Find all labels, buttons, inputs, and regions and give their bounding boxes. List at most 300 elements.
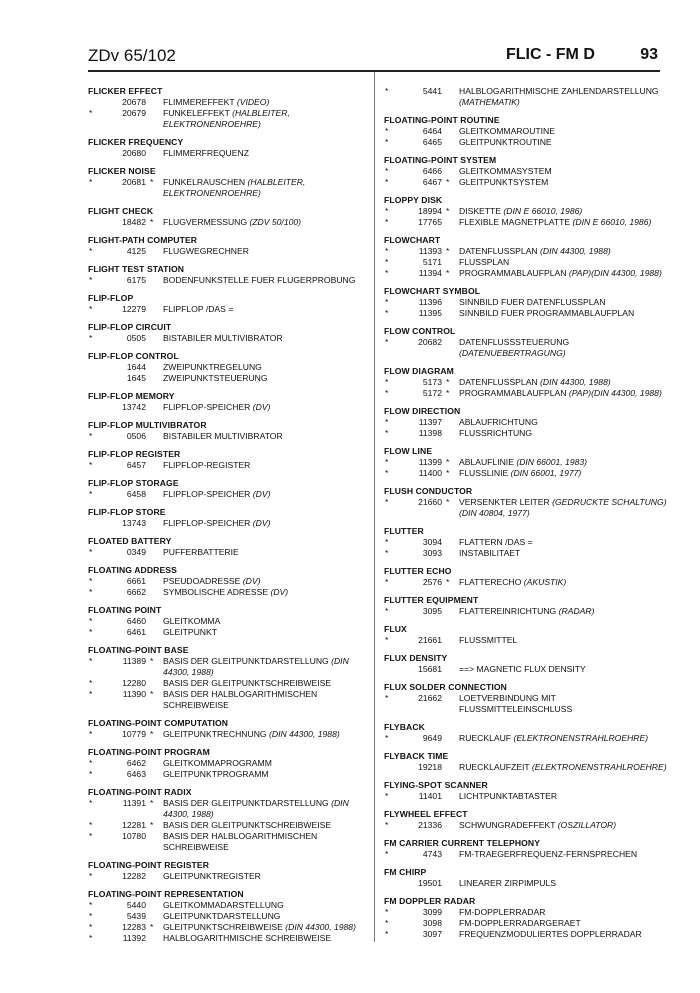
asterisk-marker: * xyxy=(89,275,93,285)
asterisk-marker: * xyxy=(89,820,93,830)
translation-line xyxy=(384,337,669,359)
entry-term: FLOW DIAGRAM xyxy=(384,366,454,376)
entry-term: FLICKER NOISE xyxy=(88,166,156,176)
dictionary-entry xyxy=(88,206,368,228)
translation-line xyxy=(384,268,669,279)
translation-line xyxy=(384,791,669,802)
translation-line xyxy=(88,217,368,228)
translation-line xyxy=(384,457,669,468)
entry-number: 5441 xyxy=(422,86,442,96)
dictionary-entry xyxy=(88,86,368,130)
entry-number: 13743 xyxy=(122,518,146,528)
entry-term: FLIP-FLOP STORE xyxy=(88,507,166,517)
entry-term: FLOATING-POINT ROUTINE xyxy=(384,115,500,125)
entry-number: 20678 xyxy=(122,97,146,107)
entry-term: FLOWCHART SYMBOL xyxy=(384,286,481,296)
asterisk-marker: * xyxy=(385,388,389,398)
translation-text: ZWEIPUNKTSTEUERUNG xyxy=(163,373,268,383)
dictionary-entry xyxy=(88,507,368,529)
asterisk-marker: * xyxy=(89,798,93,808)
asterisk-marker: * xyxy=(150,798,154,808)
usage-note: (PAP)(DIN 44300, 1988) xyxy=(568,388,662,398)
dictionary-entry xyxy=(384,195,669,228)
translation-text: PUFFERBATTERIE xyxy=(163,547,239,557)
translation-line xyxy=(384,468,669,479)
translation-text: FUNKELEFFEKT (HALBLEITER, ELEKTRONENROEHRE) xyxy=(163,108,290,129)
dictionary-entry xyxy=(88,605,368,638)
page-range-title: FLIC - FM D xyxy=(506,46,595,63)
usage-note: (MATHEMATIK) xyxy=(459,97,520,107)
entry-term: FLYING-SPOT SCANNER xyxy=(384,780,488,790)
translation-line xyxy=(384,137,669,148)
translation-text: PROGRAMMABLAUFPLAN (PAP)(DIN 44300, 1988) xyxy=(459,388,662,398)
entry-number: 19218 xyxy=(418,762,442,772)
entry-term: FLIP-FLOP xyxy=(88,293,134,303)
entry-number: 1645 xyxy=(126,373,146,383)
usage-note: (DIN 44300, 1988) xyxy=(269,729,340,739)
entry-number: 11401 xyxy=(418,791,442,801)
entry-number: 6464 xyxy=(422,126,442,136)
asterisk-marker: * xyxy=(89,333,93,343)
asterisk-marker: * xyxy=(385,733,389,743)
asterisk-marker: * xyxy=(89,489,93,499)
entry-number: 21660 xyxy=(418,497,442,507)
asterisk-marker: * xyxy=(89,576,93,586)
translation-line xyxy=(384,849,669,860)
entry-number: 12282 xyxy=(122,871,146,881)
translation-line xyxy=(384,664,669,675)
asterisk-marker: * xyxy=(89,656,93,666)
entry-term: FLOW DIRECTION xyxy=(384,406,461,416)
entry-number: 3095 xyxy=(422,606,442,616)
asterisk-marker: * xyxy=(385,907,389,917)
entry-term: FLOPPY DISK xyxy=(384,195,443,205)
usage-note: (PAP)(DIN 44300, 1988) xyxy=(568,268,662,278)
translation-text: LICHTPUNKTABTASTER xyxy=(459,791,558,801)
translation-text: FLIPFLOP-SPEICHER (DV) xyxy=(163,518,271,528)
entry-term: FLOATING-POINT BASE xyxy=(88,645,189,655)
entry-number: 3094 xyxy=(422,537,442,547)
entry-term: FLYWHEEL EFFECT xyxy=(384,809,468,819)
translation-line xyxy=(88,148,368,159)
page-number: 93 xyxy=(640,46,658,63)
entry-term: FLIP-FLOP MEMORY xyxy=(88,391,175,401)
usage-note: (DIN E 66010, 1986) xyxy=(572,217,652,227)
dictionary-entry xyxy=(384,751,669,773)
asterisk-marker: * xyxy=(89,871,93,881)
dictionary-entry xyxy=(88,718,368,740)
asterisk-marker: * xyxy=(385,820,389,830)
translation-text: FM-DOPPLERRADARGERAET xyxy=(459,918,581,928)
dictionary-entry xyxy=(384,486,669,519)
asterisk-marker: * xyxy=(385,929,389,939)
translation-line xyxy=(384,177,669,188)
asterisk-marker: * xyxy=(385,537,389,547)
translation-line xyxy=(88,108,368,130)
usage-note: (DIN 44300, 1988) xyxy=(540,377,611,387)
entry-number: 6661 xyxy=(126,576,146,586)
entry-term: FLOATING-POINT COMPUTATION xyxy=(88,718,229,728)
translation-text: DATENFLUSSPLAN (DIN 44300, 1988) xyxy=(459,246,611,256)
translation-text: FLEXIBLE MAGNETPLATTE (DIN E 66010, 1986) xyxy=(459,217,652,227)
dictionary-entry xyxy=(88,264,368,286)
usage-note: (VIDEO) xyxy=(236,97,270,107)
translation-line xyxy=(384,86,669,108)
asterisk-marker: * xyxy=(89,627,93,637)
entry-term: FLUX SOLDER CONNECTION xyxy=(384,682,507,692)
usage-note: (OSZILLATOR) xyxy=(557,820,617,830)
dictionary-entry xyxy=(88,166,368,199)
translation-text: FLUSSLINIE (DIN 66001, 1977) xyxy=(459,468,582,478)
asterisk-marker: * xyxy=(150,820,154,830)
translation-line xyxy=(88,900,368,911)
asterisk-marker: * xyxy=(89,831,93,841)
translation-text: BODENFUNKSTELLE FUER FLUGERPROBUNG xyxy=(163,275,356,285)
dictionary-entry xyxy=(384,326,669,359)
asterisk-marker: * xyxy=(89,933,93,943)
asterisk-marker: * xyxy=(446,388,450,398)
translation-text: FLIMMERFREQUENZ xyxy=(163,148,249,158)
entry-term: FM DOPPLER RADAR xyxy=(384,896,476,906)
usage-note: (AKUSTIK) xyxy=(523,577,567,587)
asterisk-marker: * xyxy=(385,308,389,318)
entry-number: 20682 xyxy=(418,337,442,347)
asterisk-marker: * xyxy=(446,268,450,278)
asterisk-marker: * xyxy=(446,497,450,507)
dictionary-entry xyxy=(384,526,669,559)
entry-number: 5171 xyxy=(422,257,442,267)
asterisk-marker: * xyxy=(385,606,389,616)
dictionary-entry xyxy=(88,420,368,442)
dictionary-entry xyxy=(88,449,368,471)
entry-number: 3097 xyxy=(422,929,442,939)
translation-text: FLIPFLOP-SPEICHER (DV) xyxy=(163,489,271,499)
translation-line xyxy=(384,548,669,559)
translation-line xyxy=(384,297,669,308)
translation-line xyxy=(88,362,368,373)
translation-text: GLEITKOMMAPROGRAMM xyxy=(163,758,272,768)
dictionary-entry xyxy=(384,155,669,188)
translation-line xyxy=(384,929,669,940)
asterisk-marker: * xyxy=(385,468,389,478)
usage-note: (HALBLEITER, ELEKTRONENROEHRE) xyxy=(163,177,306,198)
entry-term: FLOATING ADDRESS xyxy=(88,565,177,575)
translation-line xyxy=(88,656,368,678)
entry-number: 6460 xyxy=(126,616,146,626)
translation-text: GLEITPUNKTSYSTEM xyxy=(459,177,549,187)
entry-term: FLUX DENSITY xyxy=(384,653,448,663)
translation-line xyxy=(88,460,368,471)
translation-text: RUECKLAUF (ELEKTRONENSTRAHLROEHRE) xyxy=(459,733,649,743)
translation-text: GLEITPUNKTRECHNUNG (DIN 44300, 1988) xyxy=(163,729,340,739)
asterisk-marker: * xyxy=(385,849,389,859)
usage-note: (DIN 44300, 1988) xyxy=(163,798,349,819)
entry-term: FLOATING-POINT REGISTER xyxy=(88,860,210,870)
entry-number: 20679 xyxy=(122,108,146,118)
translation-line xyxy=(88,729,368,740)
entry-number: 11398 xyxy=(418,428,442,438)
translation-line xyxy=(88,518,368,529)
translation-line xyxy=(384,497,669,519)
entry-number: 11399 xyxy=(418,457,442,467)
asterisk-marker: * xyxy=(385,257,389,267)
dictionary-entry xyxy=(88,536,368,558)
entry-number: 11394 xyxy=(418,268,442,278)
usage-note: (ELEKTRONENSTRAHLROEHRE) xyxy=(513,733,649,743)
asterisk-marker: * xyxy=(446,246,450,256)
usage-note: (DV) xyxy=(252,518,271,528)
entry-term: FLIP-FLOP CONTROL xyxy=(88,351,179,361)
dictionary-entry xyxy=(384,896,669,940)
entry-term: FLOW CONTROL xyxy=(384,326,456,336)
asterisk-marker: * xyxy=(385,166,389,176)
translation-text: FM-TRAEGERFREQUENZ-FERNSPRECHEN xyxy=(459,849,638,859)
asterisk-marker: * xyxy=(89,616,93,626)
asterisk-marker: * xyxy=(89,304,93,314)
entry-number: 3093 xyxy=(422,548,442,558)
translation-line xyxy=(384,537,669,548)
left-column xyxy=(88,86,368,951)
entry-term: FLIP-FLOP CIRCUIT xyxy=(88,322,172,332)
asterisk-marker: * xyxy=(446,177,450,187)
translation-line xyxy=(384,308,669,319)
asterisk-marker: * xyxy=(89,922,93,932)
translation-line xyxy=(88,911,368,922)
entry-number: 18482 xyxy=(122,217,146,227)
entry-term: FLIP-FLOP STORAGE xyxy=(88,478,179,488)
asterisk-marker: * xyxy=(385,126,389,136)
dictionary-entry xyxy=(384,446,669,479)
usage-note: (DIN 44300, 1988) xyxy=(163,656,349,677)
dictionary-entry xyxy=(384,682,669,715)
entry-number: 0505 xyxy=(126,333,146,343)
dictionary-entry xyxy=(384,653,669,675)
entry-number: 11395 xyxy=(418,308,442,318)
entry-number: 21661 xyxy=(418,635,442,645)
asterisk-marker: * xyxy=(89,460,93,470)
translation-line xyxy=(88,97,368,108)
asterisk-marker: * xyxy=(89,108,93,118)
entry-term: FLOATING-POINT SYSTEM xyxy=(384,155,497,165)
translation-text: ABLAUFLINIE (DIN 66001, 1983) xyxy=(459,457,588,467)
translation-line xyxy=(384,377,669,388)
entry-number: 3098 xyxy=(422,918,442,928)
usage-note: (DIN 66001, 1977) xyxy=(510,468,582,478)
asterisk-marker: * xyxy=(385,217,389,227)
dictionary-entry xyxy=(384,780,669,802)
translation-text: RUECKLAUFZEIT (ELEKTRONENSTRAHLROEHRE) xyxy=(459,762,667,772)
entry-number: 6463 xyxy=(126,769,146,779)
usage-note: (ELEKTRONENSTRAHLROEHRE) xyxy=(531,762,667,772)
dictionary-entry xyxy=(384,624,669,646)
translation-text: LOETVERBINDUNG MIT FLUSSMITTELEINSCHLUSS xyxy=(459,693,573,714)
dictionary-entry xyxy=(88,391,368,413)
translation-line xyxy=(88,758,368,769)
entry-term: FLICKER FREQUENCY xyxy=(88,137,184,147)
usage-note: (DV) xyxy=(242,576,261,586)
asterisk-marker: * xyxy=(385,268,389,278)
entry-number: 9649 xyxy=(422,733,442,743)
entry-number: 11391 xyxy=(122,798,146,808)
dictionary-entry xyxy=(384,838,669,860)
translation-text: FLUGWEGRECHNER xyxy=(163,246,249,256)
asterisk-marker: * xyxy=(385,297,389,307)
translation-line xyxy=(384,907,669,918)
entry-term: FLUTTER EQUIPMENT xyxy=(384,595,479,605)
entry-number: 6662 xyxy=(126,587,146,597)
entry-term: FLUSH CONDUCTOR xyxy=(384,486,473,496)
asterisk-marker: * xyxy=(385,177,389,187)
usage-note: (HALBLEITER, ELEKTRONENROEHRE) xyxy=(163,108,290,129)
asterisk-marker: * xyxy=(89,587,93,597)
translation-line xyxy=(88,798,368,820)
entry-term: FLOW LINE xyxy=(384,446,433,456)
dictionary-entry xyxy=(88,787,368,853)
entry-number: 5440 xyxy=(126,900,146,910)
translation-text: FREQUENZMODULIERTES DOPPLERRADAR xyxy=(459,929,642,939)
translation-text: FM-DOPPLERRADAR xyxy=(459,907,546,917)
translation-text: GLEITPUNKTDARSTELLUNG xyxy=(163,911,281,921)
translation-line xyxy=(384,206,669,217)
translation-text: BASIS DER GLEITPUNKTDARSTELLUNG (DIN 44300, 1988) xyxy=(163,798,349,819)
translation-text: FLIMMEREFFEKT (VIDEO) xyxy=(163,97,270,107)
translation-text: ABLAUFRICHTUNG xyxy=(459,417,538,427)
asterisk-marker: * xyxy=(89,758,93,768)
translation-line xyxy=(88,275,368,286)
entry-term: FLYBACK xyxy=(384,722,425,732)
translation-text: PSEUDOADRESSE (DV) xyxy=(163,576,261,586)
translation-text: BASIS DER GLEITPUNKTSCHREIBWEISE xyxy=(163,820,332,830)
usage-note: (DIN 44300, 1988) xyxy=(285,922,356,932)
translation-text: GLEITPUNKT xyxy=(163,627,217,637)
asterisk-marker: * xyxy=(150,922,154,932)
dictionary-entry xyxy=(88,565,368,598)
translation-text: FLIPFLOP /DAS = xyxy=(163,304,234,314)
entry-number: 20680 xyxy=(122,148,146,158)
entry-number: 6458 xyxy=(126,489,146,499)
page-header xyxy=(88,46,658,70)
translation-text: INSTABILITAET xyxy=(459,548,521,558)
entry-term: FLIP-FLOP REGISTER xyxy=(88,449,181,459)
translation-line xyxy=(88,831,368,853)
entry-number: 6175 xyxy=(126,275,146,285)
translation-line xyxy=(88,587,368,598)
translation-line xyxy=(88,871,368,882)
dictionary-entry xyxy=(88,235,368,257)
asterisk-marker: * xyxy=(385,428,389,438)
right-column xyxy=(384,86,669,947)
entry-number: 19501 xyxy=(418,878,442,888)
translation-line xyxy=(384,166,669,177)
entry-term: FLOWCHART xyxy=(384,235,441,245)
usage-note: (DATENUEBERTRAGUNG) xyxy=(459,348,566,358)
entry-number: 11393 xyxy=(418,246,442,256)
translation-text: VERSENKTER LEITER (GEDRUCKTE SCHALTUNG) (DIN 40804, 1977) xyxy=(459,497,667,518)
asterisk-marker: * xyxy=(385,417,389,427)
entry-number: 11392 xyxy=(122,933,146,943)
asterisk-marker: * xyxy=(385,377,389,387)
asterisk-marker: * xyxy=(89,900,93,910)
dictionary-entry xyxy=(88,478,368,500)
translation-line xyxy=(384,577,669,588)
translation-text: LINEARER ZIRPIMPULS xyxy=(459,878,556,888)
asterisk-marker: * xyxy=(89,911,93,921)
asterisk-marker: * xyxy=(89,769,93,779)
translation-line xyxy=(88,489,368,500)
translation-text: HALBLOGARITHMISCHE SCHREIBWEISE xyxy=(163,933,332,943)
asterisk-marker: * xyxy=(150,729,154,739)
translation-text: SCHWUNGRADEFFEKT (OSZILLATOR) xyxy=(459,820,617,830)
dictionary-entry xyxy=(384,115,669,148)
entry-term: FLUTTER xyxy=(384,526,424,536)
asterisk-marker: * xyxy=(385,206,389,216)
translation-text: FLUGVERMESSUNG (ZDV 50/100) xyxy=(163,217,302,227)
translation-text: HALBLOGARITHMISCHE ZAHLENDARSTELLUNG (MATHEMATIK) xyxy=(459,86,659,107)
translation-line xyxy=(88,547,368,558)
translation-text: GLEITPUNKTREGISTER xyxy=(163,871,261,881)
entry-number: 11390 xyxy=(122,689,146,699)
entry-number: 6467 xyxy=(422,177,442,187)
asterisk-marker: * xyxy=(89,678,93,688)
translation-line xyxy=(88,333,368,344)
usage-note: (GEDRUCKTE SCHALTUNG) (DIN 40804, 1977) xyxy=(459,497,667,518)
entry-number: 20681 xyxy=(122,177,146,187)
asterisk-marker: * xyxy=(385,457,389,467)
entry-number: 18994 xyxy=(418,206,442,216)
translation-line xyxy=(384,762,669,773)
translation-text: BASIS DER GLEITPUNKTSCHREIBWEISE xyxy=(163,678,332,688)
entry-number: 5439 xyxy=(126,911,146,921)
translation-text: FLIPFLOP-REGISTER xyxy=(163,460,251,470)
entry-number: 5172 xyxy=(422,388,442,398)
translation-line xyxy=(384,733,669,744)
translation-line xyxy=(384,878,669,889)
entry-term: FLOATING-POINT RADIX xyxy=(88,787,192,797)
entry-number: 2576 xyxy=(422,577,442,587)
dictionary-entry xyxy=(384,722,669,744)
asterisk-marker: * xyxy=(89,547,93,557)
entry-term: FLOATING-POINT PROGRAM xyxy=(88,747,210,757)
column-divider xyxy=(374,72,375,942)
asterisk-marker: * xyxy=(89,246,93,256)
asterisk-marker: * xyxy=(446,577,450,587)
dictionary-entry xyxy=(88,137,368,159)
entry-number: 4743 xyxy=(422,849,442,859)
translation-text: FUNKELRAUSCHEN (HALBLEITER, ELEKTRONENROEHRE) xyxy=(163,177,306,198)
entry-number: 12280 xyxy=(122,678,146,688)
asterisk-marker: * xyxy=(89,431,93,441)
asterisk-marker: * xyxy=(150,177,154,187)
dictionary-entry xyxy=(384,809,669,831)
asterisk-marker: * xyxy=(446,377,450,387)
entry-number: 0506 xyxy=(126,431,146,441)
translation-line xyxy=(384,257,669,268)
entry-term: FLUTTER ECHO xyxy=(384,566,452,576)
asterisk-marker: * xyxy=(385,137,389,147)
entry-number: 12281 xyxy=(122,820,146,830)
translation-text: ==> MAGNETIC FLUX DENSITY xyxy=(459,664,586,674)
translation-text: GLEITPUNKTROUTINE xyxy=(459,137,552,147)
dictionary-entry xyxy=(88,322,368,344)
entry-number: 12283 xyxy=(122,922,146,932)
dictionary-entry xyxy=(384,566,669,588)
translation-text: DATENFLUSSPLAN (DIN 44300, 1988) xyxy=(459,377,611,387)
translation-text: PROGRAMMABLAUFPLAN (PAP)(DIN 44300, 1988) xyxy=(459,268,662,278)
translation-text: GLEITPUNKTSCHREIBWEISE (DIN 44300, 1988) xyxy=(163,922,356,932)
translation-line xyxy=(384,417,669,428)
translation-text: DATENFLUSSSTEUERUNG (DATENUEBERTRAGUNG) xyxy=(459,337,570,358)
translation-line xyxy=(88,431,368,442)
